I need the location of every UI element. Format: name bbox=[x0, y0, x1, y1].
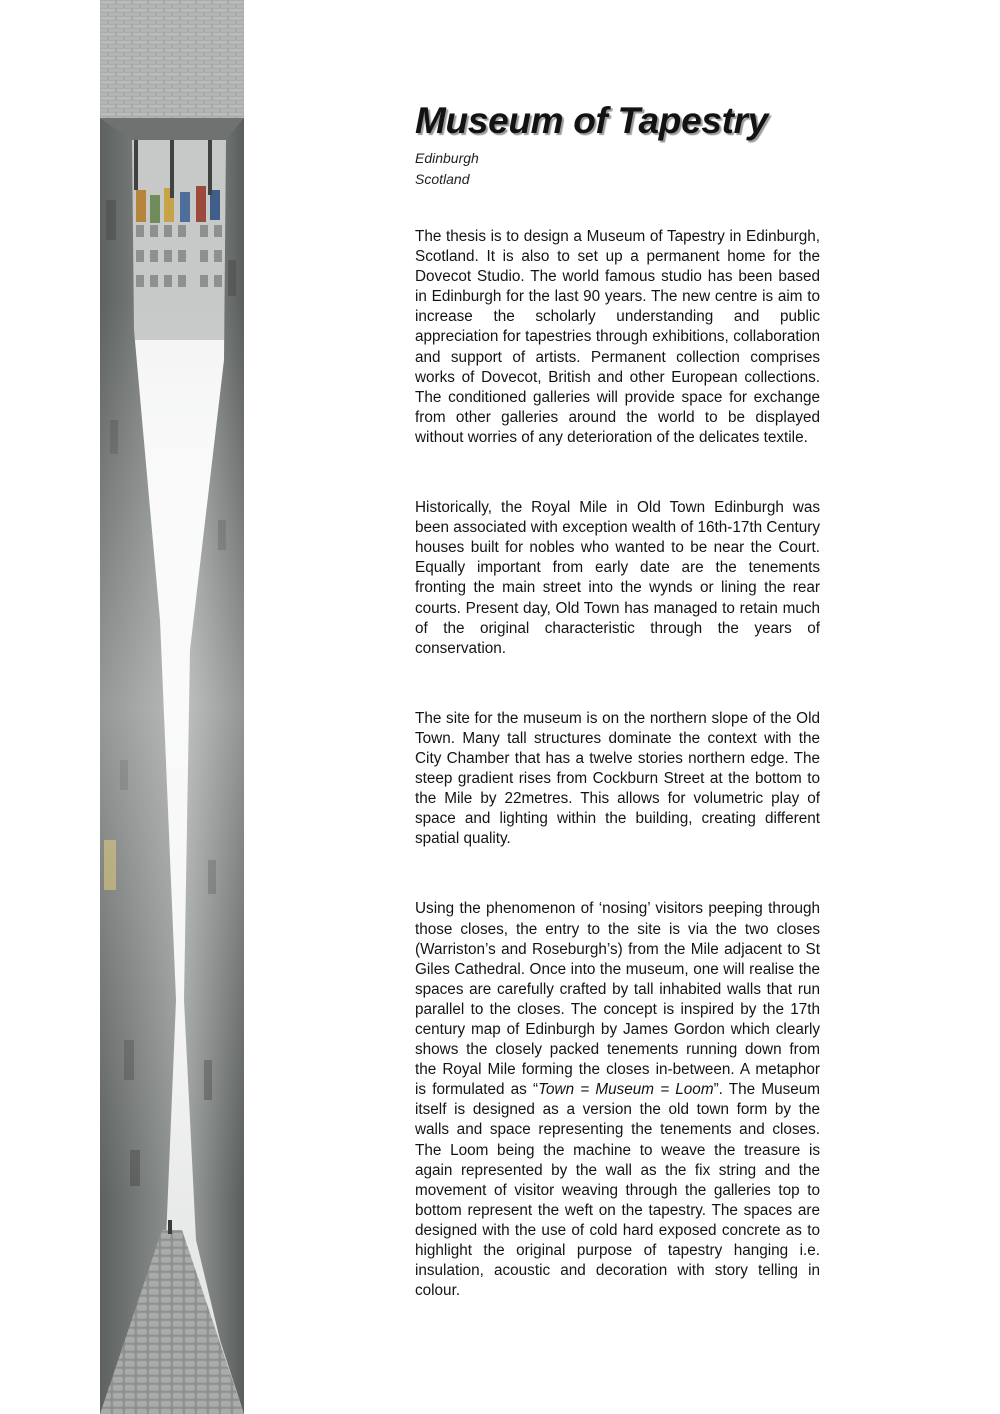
concept-text-before: Using the phenomenon of ‘nosing’ visitors peeping through those closes, the entry to the site is via the two closes (Warriston’s and Roseburgh’s) from the Mile adjacent to St Giles Cathedral. Once into the museum, one will realise the spaces are carefully crafted by tall inhabited walls that run parallel to the closes. The concept is inspired by the 17th century map of Edinburgh by James Gordon which clearly shows the closely packed tenements running down from the Royal Mile forming the closes in-between. A metaphor is formulated as “ bbox=[415, 900, 820, 1099]
location-country: Scotland bbox=[415, 171, 470, 187]
text-column bbox=[415, 98, 820, 1301]
alley-photo bbox=[100, 0, 244, 1414]
page-title: Museum of Tapestry bbox=[415, 100, 769, 141]
paragraph-history: Historically, the Royal Mile in Old Town Edinburgh was been associated with exception wealth of 16th-17th Century houses built for nobles who wanted to be near the Court. Equally important from early date are the tenements fronting the main street into the wynds or lining the rear courts. Present day, Old Town has managed to retain much of the original characteristic through the years of conservation. bbox=[415, 499, 820, 657]
paragraph-site: The site for the museum is on the northern slope of the Old Town. Many tall structures dominate the context with the City Chamber that has a twelve stories northern edge. The steep gradient rises from Cockburn Street at the bottom to the Mile by 22metres. This allows for volumetric play of space and lighting within the building, creating different spatial quality. bbox=[415, 709, 820, 848]
concept-text-after: ”. The Museum itself is designed as a version the old town form by the walls and space representing the tenements and closes. The Loom being the machine to weave the treasure is again represented by the wall as the fix string and the movement of visitor weaving through the galleries top to bottom represent the weft on the tapestry. The spaces are designed with the use of cold hard exposed concrete as to highlight the original purpose of tapestry hanging i.e. insulation, acoustic and decoration with story telling in colour. bbox=[415, 1081, 820, 1300]
concept-metaphor: Town = Museum = Loom bbox=[538, 1081, 714, 1099]
paragraph-concept bbox=[415, 899, 820, 1301]
location-city: Edinburgh bbox=[415, 150, 479, 166]
alley-photo-strip bbox=[100, 0, 244, 1414]
body-text bbox=[415, 227, 820, 1301]
location-block bbox=[415, 148, 820, 190]
paragraph-thesis: The thesis is to design a Museum of Tapestry in Edinburgh, Scotland. It is also to set up a permanent home for the Dovecot Studio. The world famous studio has been based in Edinburgh for the last 90 years. The new centre is aim to increase the scholarly understanding and public appreciation for tapestries through exhibitions, collaboration and support of artists. Permanent collection comprises works of Dovecot, British and other European collections. The conditioned galleries will provide space for exchange from other galleries around the world to be displayed without worries of any deterioration of the delicates textile. bbox=[415, 228, 820, 446]
